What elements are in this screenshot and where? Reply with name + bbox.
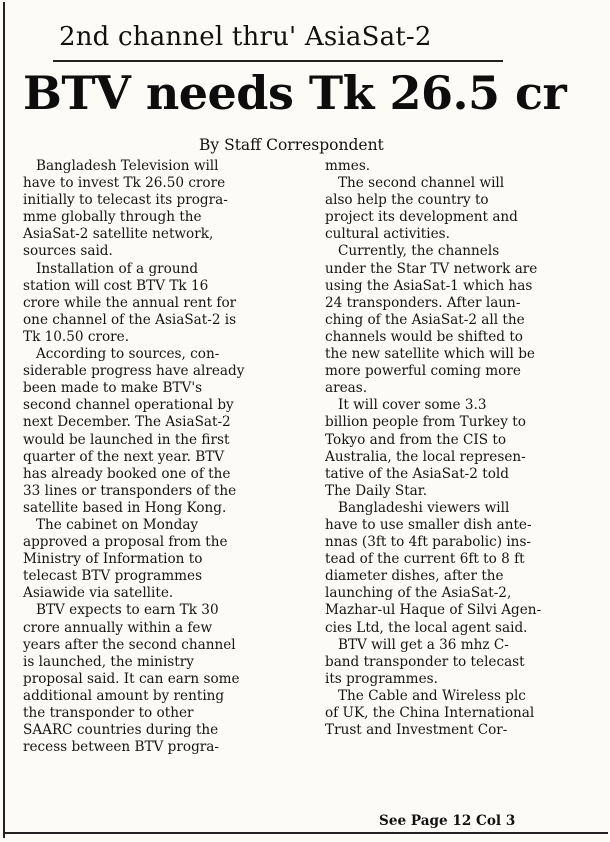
text-line: launching of the AsiaSat-2,: [325, 585, 512, 602]
text-line: Asiawide via satellite.: [23, 585, 174, 602]
text-line: The second channel will: [325, 175, 505, 192]
text-line: 24 transponders. After laun-: [325, 294, 521, 311]
text-line: Australia, the local represen-: [325, 448, 526, 465]
text-line: tead of the current 6ft to 8 ft: [325, 551, 525, 568]
text-line: initially to telecast its progra-: [23, 192, 228, 209]
text-line: cultural activities.: [325, 226, 450, 243]
text-line: BTV will get a 36 mhz C-: [325, 636, 509, 653]
byline: By Staff Correspondent: [199, 136, 384, 154]
text-line: band transponder to telecast: [325, 653, 525, 670]
text-line: SAARC countries during the: [23, 722, 219, 739]
continuation-reference: See Page 12 Col 3: [379, 813, 516, 829]
kicker-underline: [53, 60, 503, 62]
text-line: recess between BTV progra-: [23, 739, 219, 756]
text-line: would be launched in the first: [23, 431, 230, 448]
left-border-rule: [3, 2, 5, 838]
text-line: proposal said. It can earn some: [23, 670, 240, 687]
text-line: crore annually within a few: [23, 619, 213, 636]
text-line: second channel operational by: [23, 397, 234, 414]
text-line: telecast BTV programmes: [23, 568, 203, 585]
text-line: areas.: [325, 380, 368, 397]
text-line: mme globally through the: [23, 209, 202, 226]
text-line: Mazhar-ul Haque of Silvi Agen-: [325, 602, 542, 619]
text-line: diameter dishes, after the: [325, 568, 504, 585]
text-line: Trust and Investment Cor-: [325, 722, 508, 739]
text-line: channels would be shifted to: [325, 328, 523, 345]
text-line: its programmes.: [325, 670, 438, 687]
text-line: mmes.: [325, 158, 371, 174]
article-column-left: [23, 158, 308, 756]
text-line: satellite based in Hong Kong.: [23, 499, 227, 516]
text-line: quarter of the next year. BTV: [23, 448, 225, 465]
text-line: have to invest Tk 26.50 crore: [23, 175, 226, 192]
text-line: one channel of the AsiaSat-2 is: [23, 311, 237, 328]
text-line: Installation of a ground: [23, 260, 199, 277]
text-line: Bangladesh Television will: [23, 158, 219, 174]
text-line: under the Star TV network are: [325, 260, 538, 277]
main-headline: BTV needs Tk 26.5 cr: [23, 66, 567, 120]
text-line: the new satellite which will be: [325, 346, 535, 363]
text-line: The Daily Star.: [325, 482, 428, 499]
text-line: years after the second channel: [23, 636, 236, 653]
text-line: project its development and: [325, 209, 518, 226]
text-line: of UK, the China International: [325, 705, 535, 721]
text-line: the transponder to other: [23, 705, 194, 721]
text-line: The cabinet on Monday: [23, 516, 199, 533]
text-line: It will cover some 3.3: [325, 397, 487, 414]
text-line: crore while the annual rent for: [23, 294, 237, 311]
text-line: station will cost BTV Tk 16: [23, 277, 209, 294]
text-line: is launched, the ministry: [23, 653, 194, 670]
text-line: nnas (3ft to 4ft parabolic) ins-: [325, 534, 532, 551]
text-line: AsiaSat-2 satellite network,: [23, 226, 214, 243]
text-line: additional amount by renting: [23, 687, 225, 704]
text-line: cies Ltd, the local agent said.: [325, 619, 528, 636]
text-line: Tk 10.50 crore.: [23, 328, 130, 345]
news-clipping: [3, 2, 606, 840]
text-line: billion people from Turkey to: [325, 414, 526, 431]
text-line: According to sources, con-: [23, 346, 220, 363]
text-line: sources said.: [23, 243, 113, 260]
text-line: Tokyo and from the CIS to: [325, 431, 507, 448]
text-line: ching of the AsiaSat-2 all the: [325, 311, 525, 328]
text-line: siderable progress have already: [23, 363, 245, 380]
article-column-right: [325, 158, 593, 739]
text-line: Bangladeshi viewers will: [325, 499, 510, 516]
text-line: 33 lines or transponders of the: [23, 482, 237, 499]
text-line: using the AsiaSat-1 which has: [325, 277, 533, 294]
text-line: Ministry of Information to: [23, 551, 203, 568]
text-line: tative of the AsiaSat-2 told: [325, 465, 509, 482]
text-line: approved a proposal from the: [23, 534, 228, 551]
text-line: more powerful coming more: [325, 363, 521, 380]
text-line: has already booked one of the: [23, 465, 231, 482]
text-line: next December. The AsiaSat-2: [23, 414, 231, 431]
kicker-headline: 2nd channel thru' AsiaSat-2: [59, 22, 432, 52]
text-line: Currently, the channels: [325, 243, 500, 260]
text-line: The Cable and Wireless plc: [325, 687, 526, 704]
text-line: also help the country to: [325, 192, 489, 209]
bottom-border-rule: [4, 832, 608, 834]
text-line: been made to make BTV's: [23, 380, 203, 397]
text-line: have to use smaller dish ante-: [325, 516, 532, 533]
text-line: BTV expects to earn Tk 30: [23, 602, 219, 619]
